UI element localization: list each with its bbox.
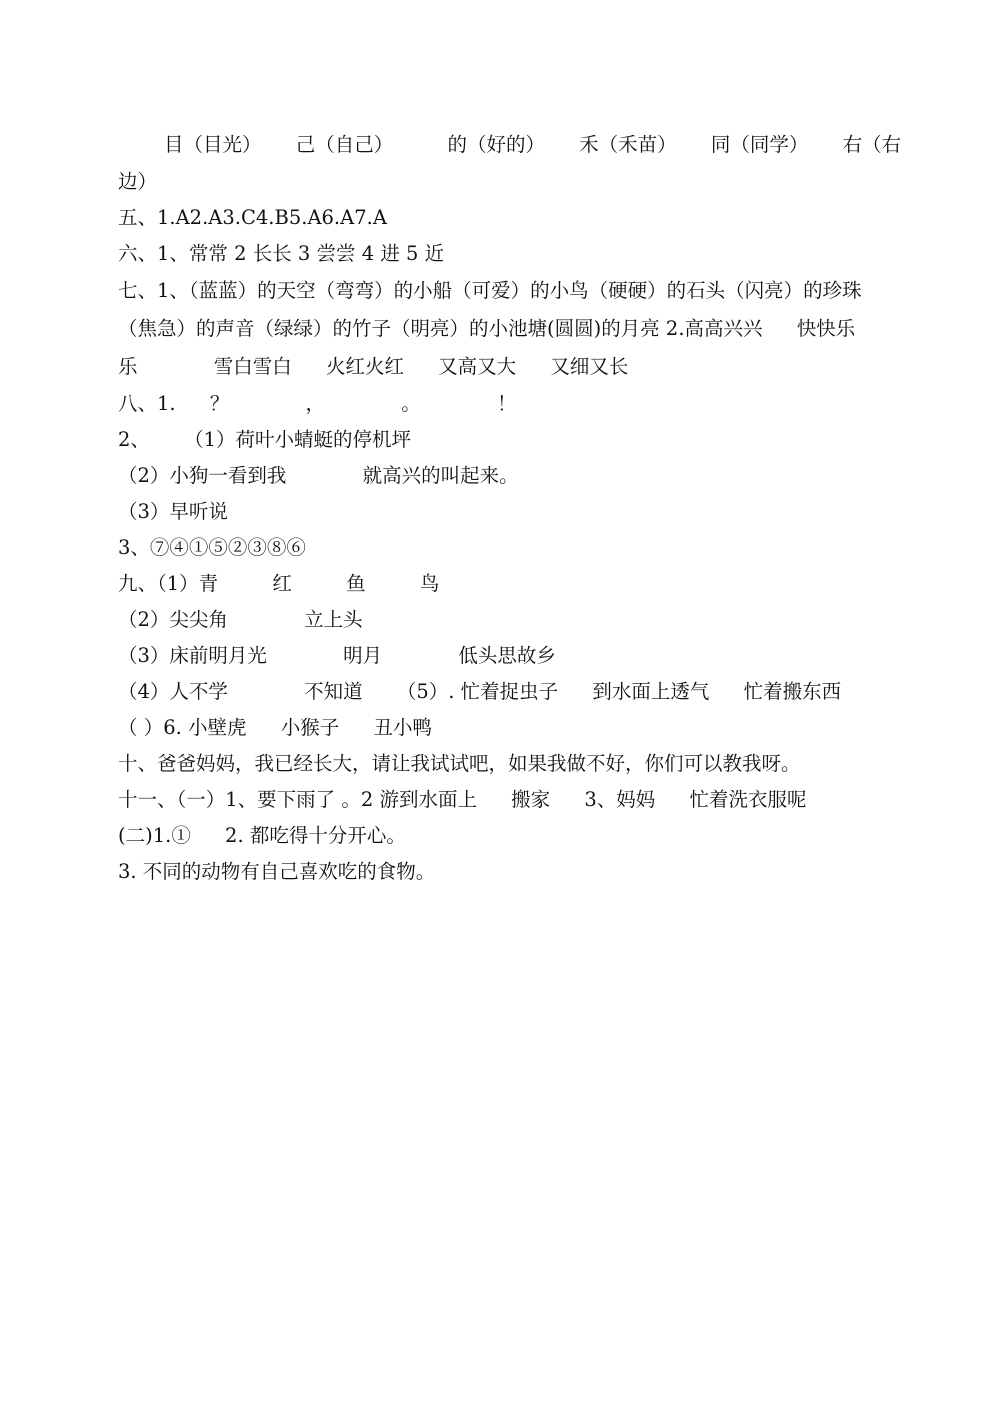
answer-line-15 — [118, 638, 884, 674]
answer-segment: 丑小鸭 — [373, 716, 432, 739]
answer-segment: 右（右 — [842, 133, 902, 156]
answer-segment: 不知道 — [304, 680, 363, 703]
answer-section-11 — [118, 782, 884, 818]
answer-segment: （4）人不学 — [118, 680, 228, 703]
answer-line-6 — [118, 310, 884, 348]
answer-segment: 鸟 — [419, 572, 440, 595]
answer-segment: （2）小狗一看到我 — [118, 464, 287, 487]
answer-segment: 鱼 — [346, 572, 366, 595]
answer-segment: 2、 — [118, 428, 150, 451]
answer-segment: 就高兴的叫起来。 — [362, 464, 519, 487]
answer-segment: （3）床前明月光 — [118, 644, 267, 667]
answer-segment: 快快乐 — [796, 317, 856, 340]
answer-segment: （3）早听说 — [118, 500, 228, 523]
answer-line-10 — [118, 458, 884, 494]
answer-segment: 忙着搬东西 — [743, 680, 842, 703]
answer-section-7 — [118, 272, 884, 310]
answer-segment: 低头思故乡 — [458, 644, 556, 667]
answer-segment: ？ — [209, 392, 230, 415]
answer-line-9 — [118, 422, 884, 458]
answer-segment: 火红火红 — [325, 355, 404, 378]
answer-line-16 — [118, 674, 884, 710]
answer-line-17 — [118, 710, 884, 746]
answer-line-12 — [118, 530, 884, 566]
answer-segment: 立上头 — [304, 608, 363, 631]
answer-segment: （焦急）的声音（绿绿）的竹子（明亮）的小池塘(圆圆)的月亮 2.高高兴兴 — [118, 317, 763, 340]
answer-segment: 2. 都吃得十分开心。 — [225, 824, 406, 847]
answer-segment: 小猴子 — [280, 716, 340, 739]
answer-segment: 六、1、常常 2 长长 3 尝尝 4 进 5 近 — [118, 242, 445, 265]
answer-segment: 3. 不同的动物有自己喜欢吃的食物。 — [118, 860, 436, 883]
answer-segment: 忙着洗衣服呢 — [689, 788, 807, 811]
answer-segment: 十一、（一）1、要下雨了 。2 游到水面上 — [118, 788, 477, 811]
answer-line-1 — [118, 126, 902, 164]
answer-segment: 3、妈妈 — [584, 788, 656, 811]
answer-segment: 禾（禾苗） — [579, 133, 677, 156]
answer-line-14 — [118, 602, 884, 638]
answer-line-2 — [118, 164, 884, 200]
answer-line-7 — [118, 348, 884, 386]
answer-segment: 又高又大 — [438, 355, 517, 378]
answer-segment: 。 — [401, 392, 421, 415]
answer-segment: 边） — [118, 170, 158, 193]
answer-segment: 九、（1）青 — [118, 572, 219, 595]
answer-segment: 红 — [272, 572, 292, 595]
answer-segment: ！ — [496, 392, 517, 415]
answer-segment: 己（自己） — [295, 133, 394, 156]
answer-segment: 又细又长 — [550, 355, 629, 378]
answer-segment: （2）尖尖角 — [118, 608, 228, 631]
answer-segment: 3、⑦④①⑤②③⑧⑥ — [118, 536, 306, 559]
answer-segment: 到水面上透气 — [592, 680, 710, 703]
answer-segment: 明月 — [343, 644, 383, 667]
answer-segment: 的（好的） — [447, 133, 545, 156]
answer-segment: 同（同学） — [710, 133, 809, 156]
answer-section-8 — [118, 386, 884, 422]
answer-section-6 — [118, 236, 884, 272]
answer-segment: 七、1、（蓝蓝）的天空（弯弯）的小船（可爱）的小鸟（硬硬）的石头（闪亮）的珍珠 — [118, 279, 862, 302]
answer-line-20 — [118, 818, 884, 854]
answer-segment: 八、1. — [118, 392, 176, 415]
answer-section-9 — [118, 566, 884, 602]
answer-segment: 目（目光） — [164, 133, 262, 156]
answer-segment: 搬家 — [511, 788, 551, 811]
answer-section-10 — [118, 746, 884, 782]
answer-segment: (二)1.① — [118, 824, 191, 847]
answer-key-content — [118, 126, 902, 890]
answer-segment: （1）荷叶小蜻蜓的停机坪 — [184, 428, 412, 451]
answer-line-21 — [118, 854, 884, 890]
answer-segment: 十、爸爸妈妈，我已经长大，请让我试试吧，如果我做不好，你们可以教我呀。 — [118, 752, 801, 775]
answer-segment: ， — [305, 392, 326, 415]
answer-segment: （5）. 忙着捉虫子 — [396, 680, 559, 703]
answer-segment: 雪白雪白 — [213, 355, 292, 378]
answer-section-5 — [118, 200, 884, 236]
answer-segment: （ ）6. 小壁虎 — [118, 716, 247, 739]
answer-segment: 乐 — [118, 355, 138, 378]
answer-segment: 五、1.A2.A3.C4.B5.A6.A7.A — [118, 206, 387, 229]
answer-line-11 — [118, 494, 884, 530]
